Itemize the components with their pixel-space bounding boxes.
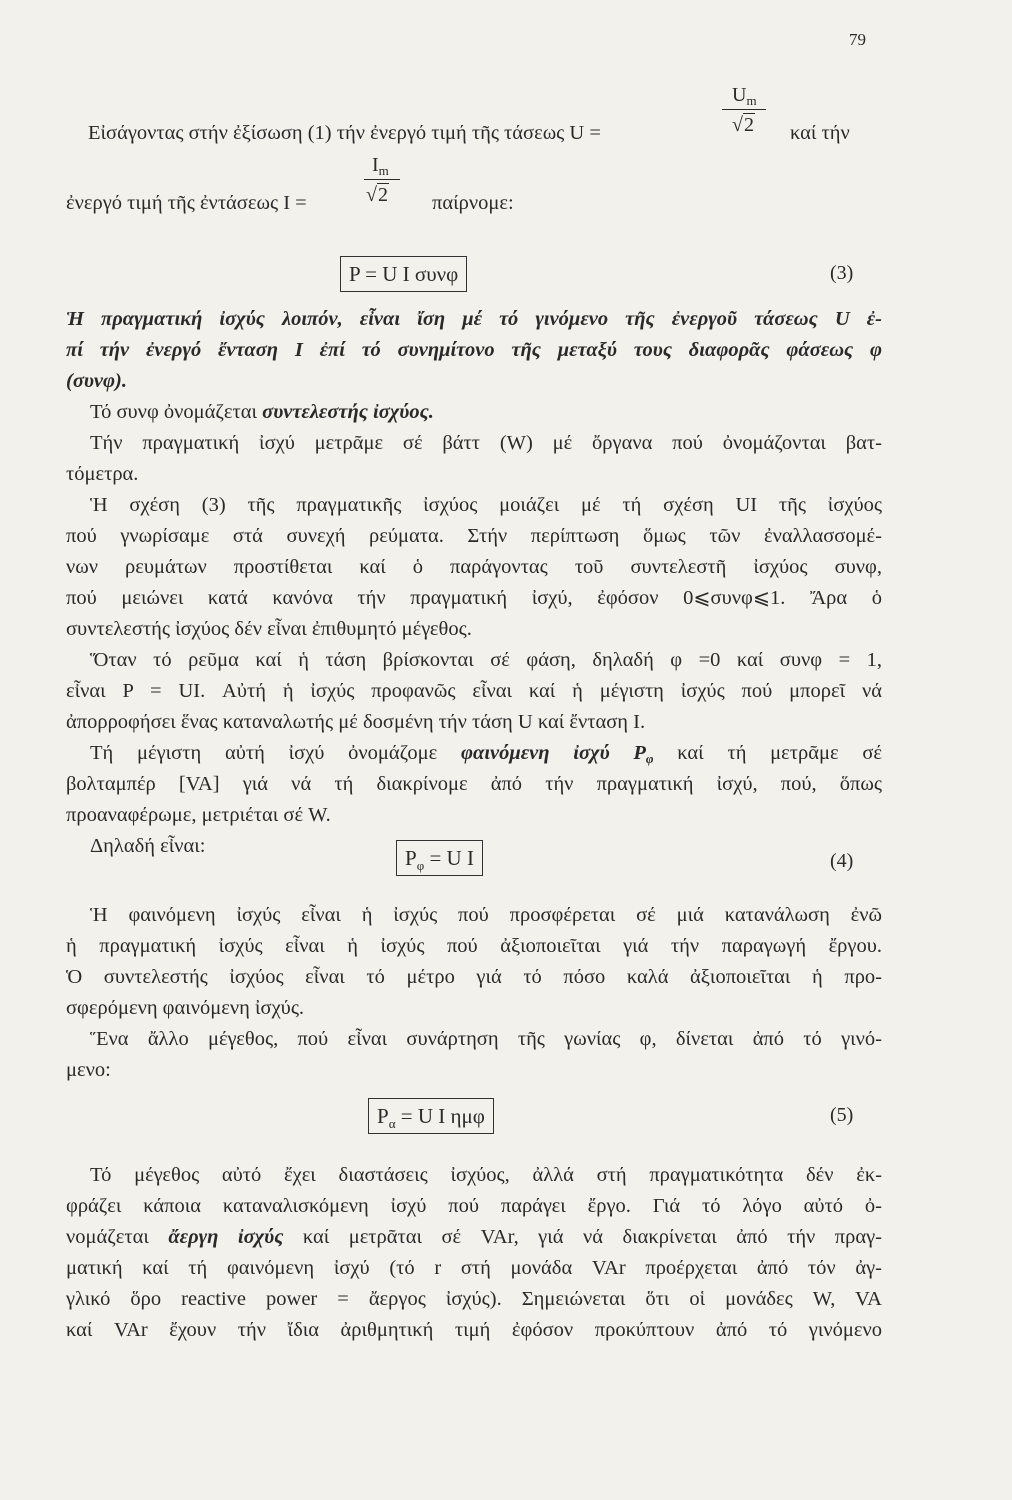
sqrt-icon: √: [732, 114, 743, 136]
text-line: συντελεστής ἰσχύος δέν εἶναι ἐπιθυμητό μέγεθος.: [66, 618, 472, 640]
text-line: πού μειώνει κατά κανόνα τήν πραγματική ἰσχύ, ἐφόσον 0⩽συνφ⩽1. Ἄρα ὁ: [66, 587, 882, 609]
text-line: σφερόμενη φαινόμενη ἰσχύς.: [66, 997, 305, 1019]
text-line: Ἡ σχέση (3) τῆς πραγματικῆς ἰσχύος μοιάζει μέ τή σχέση UI τῆς ἰσχύος: [90, 494, 882, 516]
text-line: ἀπορροφήσει ἕνας καταναλωτής μέ δοσμένη τήν τάση U καί ἔνταση I.: [66, 711, 646, 733]
text-line: φράζει κάποια καταναλισκόμενη ἰσχύ πού παράγει ἔργο. Γιά τό λόγο αὐτό ὀ-: [66, 1195, 882, 1217]
text-line: γλικό ὅρο reactive power = ἄεργος ἰσχύς). Σημειώνεται ὅτι οἱ μονάδες W, VA: [66, 1288, 882, 1310]
text-line: ματική καί τή φαινόμενη ἰσχύ (τό r στή μονάδα VAr προέρχεται ἀπό τόν ἀγ-: [66, 1257, 882, 1279]
fraction-denominator: 2: [377, 184, 388, 206]
equation-4-subscript: φ: [416, 858, 425, 873]
equation-3-number: (3): [830, 262, 854, 284]
fraction-numerator: U: [732, 84, 747, 106]
text-line: καί τήν: [790, 122, 850, 144]
fraction-im: [362, 154, 432, 214]
equation-5-number: (5): [830, 1104, 854, 1126]
fraction-denominator: 2: [743, 114, 754, 136]
text-line: Εἰσάγοντας στήν ἐξίσωση (1) τήν ἐνεργό τιμή τῆς τάσεως U =: [88, 122, 601, 144]
equation-5-subscript: α: [388, 1116, 396, 1131]
term-reactive-power: ἄεργη ἰσχύς: [168, 1226, 284, 1248]
fraction-numerator-subscript: m: [378, 163, 389, 178]
text-line: ἡ πραγματική ἰσχύς εἶναι ἡ ἰσχύς πού ἀξιοποιεῖται γιά τήν παραγωγή ἔργου.: [66, 935, 882, 957]
term-apparent-power-label: φαινόμενη ἰσχύ P: [461, 742, 646, 764]
text-span: καί μετρᾶται σέ VAr, γιά νά διακρίνεται ἀπό τήν πραγ-: [283, 1226, 883, 1248]
term-power-factor: συντελεστής ἰσχύος.: [262, 401, 434, 423]
equation-5-rest: = U I ημφ: [395, 1104, 485, 1128]
text-span: Τό συνφ ὀνομάζεται: [90, 401, 263, 423]
text-line: παίρνομε:: [432, 192, 514, 214]
text-line: (συνφ).: [66, 370, 127, 392]
equation-3-box: P = U I συνφ: [340, 256, 467, 292]
text-line: Ὁ συντελεστής ἰσχύος εἶναι τό μέτρο γιά τό πόσο καλά ἀξιοποιεῖται ἡ προ-: [66, 966, 882, 988]
text-line: πί τήν ἐνεργό ἔνταση I ἐπί τό συνημίτονο τῆς μεταξύ τους διαφορᾶς φάσεως φ: [66, 339, 882, 361]
term-apparent-power: [461, 742, 654, 764]
equation-4-symbol: P: [405, 846, 417, 870]
fraction-numerator-subscript: m: [746, 93, 757, 108]
text-line: Τήν πραγματική ἰσχύ μετρᾶμε σέ βάττ (W) μέ ὄργανα πού ὀνομάζονται βατ-: [90, 432, 882, 454]
text-line: πού γνωρίσαμε στά συνεχή ρεύματα. Στήν περίπτωση ὅμως τῶν ἐναλλασσομέ-: [66, 525, 882, 547]
text-span: Τή μέγιστη αὐτή ἰσχύ ὀνομάζομε: [90, 742, 461, 764]
text-span: καί τή μετρᾶμε σέ: [653, 742, 883, 764]
fraction-numerator: I: [372, 154, 379, 176]
text-line: μενο:: [66, 1059, 111, 1081]
fraction-um: [718, 84, 788, 144]
text-line: τόμετρα.: [66, 463, 139, 485]
text-line: προαναφέρωμε, μετριέται σέ W.: [66, 804, 331, 826]
equation-4-number: (4): [830, 850, 854, 872]
equation-4-rest: = U I: [424, 846, 474, 870]
text-line: καί VAr ἔχουν τήν ἴδια ἀριθμητική τιμή ἐφόσον προκύπτουν ἀπό τό γινόμενο: [66, 1319, 882, 1341]
equation-5-box: [368, 1098, 494, 1134]
text-line: Τό μέγεθος αὐτό ἔχει διαστάσεις ἰσχύος, ἀλλά στή πραγματικότητα δέν ἐκ-: [90, 1164, 882, 1186]
term-apparent-power-subscript: φ: [645, 751, 654, 766]
text-span: νομάζεται: [66, 1226, 169, 1248]
text-line: Ἡ φαινόμενη ἰσχύς εἶναι ἡ ἰσχύς πού προσφέρεται σέ μιά κατανάλωση ἐνῶ: [90, 904, 882, 926]
text-line: νων ρευμάτων προστίθεται καί ὁ παράγοντας τοῦ συντελεστῆ ἰσχύος συνφ,: [66, 556, 882, 578]
sqrt-icon: √: [366, 184, 377, 206]
text-line: [90, 397, 906, 428]
equation-4-box: [396, 840, 483, 876]
text-line: [66, 1222, 882, 1253]
text-line: Ὅταν τό ρεῦμα καί ἡ τάση βρίσκονται σέ φάση, δηλαδή φ =0 καί συνφ = 1,: [90, 649, 882, 671]
text-line: εἶναι P = UI. Αὐτή ἡ ἰσχύς προφανῶς εἶναι καί ἡ μέγιστη ἰσχύς πού μπορεῖ νά: [66, 680, 882, 702]
page-number: 79: [849, 30, 866, 49]
text-line: Ἕνα ἄλλο μέγεθος, πού εἶναι συνάρτηση τῆς γωνίας φ, δίνεται ἀπό τό γινό-: [90, 1028, 882, 1050]
text-line: Δηλαδή εἶναι:: [90, 835, 206, 857]
text-line: βολταμπέρ [VA] γιά νά τή διακρίνομε ἀπό τήν πραγματική ἰσχύ, πού, ὅπως: [66, 773, 882, 795]
text-line: ἐνεργό τιμή τῆς ἐντάσεως I =: [66, 192, 307, 214]
text-line: Ἡ πραγματική ἰσχύς λοιπόν, εἶναι ἴση μέ τό γινόμενο τῆς ἐνεργοῦ τάσεως U ἐ-: [66, 308, 882, 330]
equation-5-symbol: P: [377, 1104, 389, 1128]
